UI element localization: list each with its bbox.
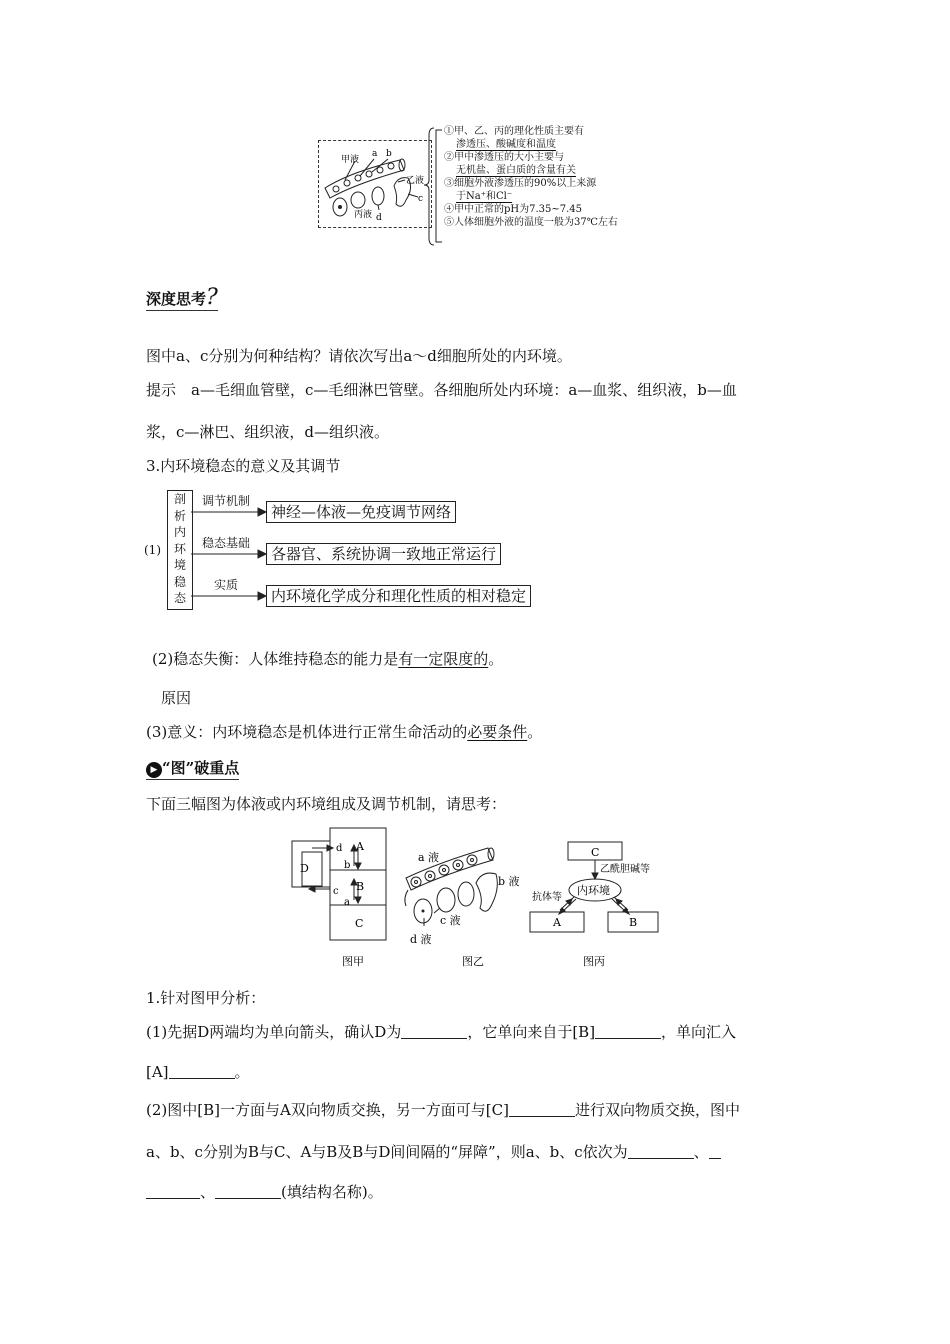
q2-text-d: 、 [693,1143,709,1161]
flow-vertical-char: 环 [173,541,186,556]
flow-vertical-char: 内 [173,525,186,539]
q2-text-f: (填结构名称)。 [281,1183,383,1201]
fig1-note-2: ②甲中渗透压的大小主要与 [444,152,564,163]
fig-bing-B: B [629,916,638,929]
answer-blank[interactable] [215,1184,281,1199]
fig-yi-caption: 图乙 [462,955,484,968]
fig-jia-d: d [336,843,343,854]
fig-bing-anti: 抗体等 [532,892,562,903]
p2-suffix: 。 [488,650,504,668]
flow-arrow-label-2: 稳态基础 [202,536,251,550]
fig1-note-2b: 无机盐、蛋白质的含量有关 [456,165,576,176]
fig1-label-a: a [372,149,378,159]
question-text: 图中a、c分别为何种结构？请依次写出a～d细胞所处的内环境。 [146,347,572,365]
q2-line1 [146,1100,740,1120]
analysis-title: 1.针对图甲分析： [146,989,266,1007]
flow-vertical-char: 境 [173,558,186,572]
q1-line2 [146,1062,250,1082]
answer-blank[interactable] [401,1024,467,1039]
flow-vertical-char: 态 [173,591,186,605]
play-icon: ▶ [146,762,162,778]
q2-text-b: 进行双向物质交换，图中 [575,1101,741,1119]
answer-blank[interactable] [709,1144,721,1159]
fig-jia-caption: 图甲 [342,955,364,968]
fig1-note-3b: 于Na⁺和Cl⁻ [456,191,513,202]
q2-text-a: (2)图中[B]一方面与A双向物质交换，另一方面可与[C] [146,1101,509,1119]
fig-jia-c: c [333,886,339,897]
fig-jia-a: a [344,897,350,908]
fig-bing-ach: 乙酰胆碱等 [600,864,650,875]
intro-text: 下面三幅图为体液或内环境组成及调节机制，请思考： [146,795,507,813]
flow-arrow-label-3: 实质 [214,578,239,592]
fig1-label-yi: 乙液 [406,176,425,186]
fig-jia-b: b [344,860,351,871]
fig-jia-A: A [356,840,364,853]
fig1-note-1b: 渗透压、酸碱度和温度 [456,139,556,150]
fig-jia-D: D [300,862,309,875]
fig1-note-5: ⑤人体细胞外液的温度一般为37℃左右 [444,217,618,228]
p3-prefix: (3)意义：内环境稳态是机体进行正常生命活动的 [146,723,468,741]
flow-box-1: 神经—体液—免疫调节网络 [266,501,456,523]
answer-blank[interactable] [628,1144,694,1159]
fig1-label-b: b [386,149,392,159]
fig-yi-d: d 液 [410,933,432,946]
hint-line-1: 提示 a—毛细血管壁，c—毛细淋巴管壁。各细胞所处内环境：a—血浆、组织液，b—血 [146,381,737,399]
q1-text-b: ，它单向来自于[B] [467,1023,596,1041]
fig-yi-a: a 液 [418,851,440,864]
fig-jia-C: C [355,917,364,930]
flow-vertical-char: 析 [173,508,186,523]
answer-blank[interactable] [595,1024,661,1039]
hint-line-2: 浆，c—淋巴、组织液，d—组织液。 [146,423,390,441]
flow-vertical-char: 剖 [173,492,186,506]
answer-blank[interactable] [146,1184,200,1199]
p2-prefix: (2)稳态失衡：人体维持稳态的能力是 [152,650,399,668]
fig-yi-c: c 液 [440,914,461,927]
fig1-label-bing: 丙液 [354,210,373,220]
answer-blank[interactable] [169,1064,235,1079]
q1-line1 [146,1022,736,1042]
answer-blank[interactable] [509,1102,575,1117]
question-mark-icon: ? [206,285,218,310]
fig-bing-C: C [591,846,600,859]
fig1-note-3: ③细胞外液渗透压的90%以上来源 [444,178,597,189]
q1-text-a: (1)先据D两端均为单向箭头，确认D为 [146,1023,402,1041]
p3-answer: 必要条件 [467,723,528,741]
q1-text-c: ，单向汇入 [661,1023,737,1041]
flow-index: (1) [144,543,161,557]
section3-title: 3.内环境稳态的意义及其调节 [146,457,341,475]
q1-text-d: [A] [146,1063,169,1081]
p2-answer: 有一定限度的 [398,650,489,668]
flow-vertical-char: 稳 [173,574,186,589]
q2-text-e: 、 [200,1183,216,1201]
q2-text-c: a、b、c分别为B与C、A与B及B与D间间隔的“屏障”，则a、b、c依次为 [146,1143,628,1161]
q2-line2 [146,1142,721,1162]
deep-thinking-title: 深度思考 [146,290,207,308]
fig-bing-center: 内环境 [577,884,610,897]
p3-suffix: 。 [527,723,543,741]
q1-text-e: 。 [234,1063,250,1081]
fig1-note-1: ①甲、乙、丙的理化性质主要有 [444,126,584,137]
fig-bing-A: A [553,916,561,929]
reason-label: 原因 [161,689,192,707]
flow-box-2: 各器官、系统协调一致地正常运行 [266,543,501,565]
fig-bing-caption: 图丙 [583,955,605,968]
fig1-label-jia: 甲液 [341,155,360,165]
fig1-label-c: c [418,194,424,204]
figure-focus-title: “图”破重点 [162,759,240,777]
fig1-note-4: ④甲中正常的pH为7.35~7.45 [444,204,583,215]
flow-arrow-label-1: 调节机制 [202,494,251,508]
flow-box-3: 内环境化学成分和理化性质的相对稳定 [266,585,531,607]
fig-yi-b: b 液 [498,875,520,888]
fig1-label-d: d [376,213,382,223]
q2-line3 [146,1182,383,1202]
fig-jia-B: B [356,880,365,893]
